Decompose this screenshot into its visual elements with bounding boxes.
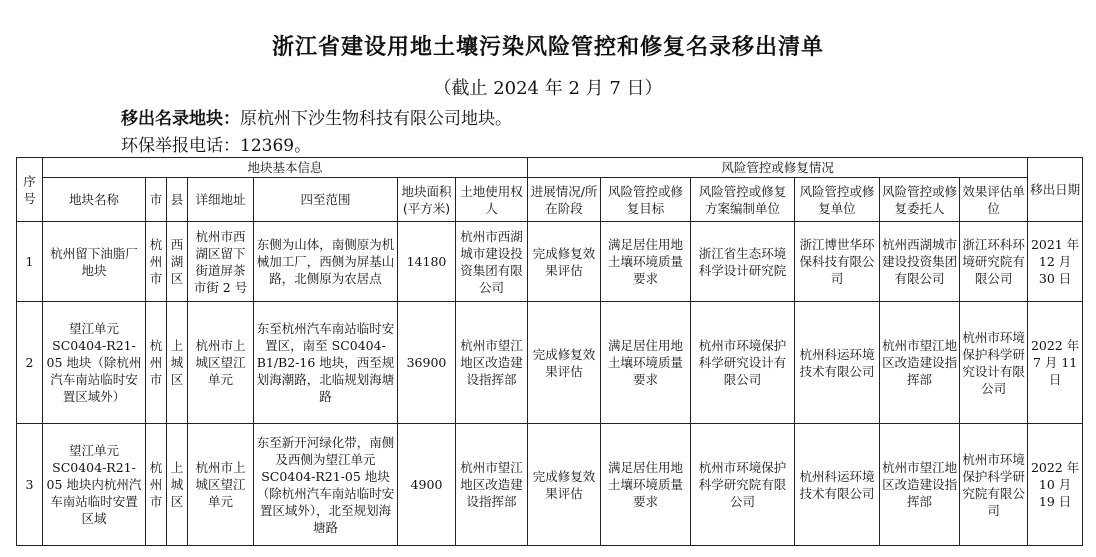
document-subtitle: （截止 2024 年 2 月 7 日） — [433, 78, 663, 99]
header-plan-unit: 风险管控或修复方案编制单位 — [691, 178, 795, 222]
removal-list-table — [16, 157, 1083, 546]
header-target: 风险管控或修复目标 — [601, 178, 691, 222]
removed-parcel-value: 原杭州下沙生物科技有限公司地块。 — [240, 109, 512, 129]
row-owner: 杭州市望江地区改造建设指挥部 — [456, 424, 528, 546]
table-row — [17, 424, 1083, 546]
row-county: 上城区 — [167, 424, 188, 546]
row-seq: 1 — [17, 222, 43, 302]
header-city: 市 — [146, 178, 167, 222]
header-removal-date: 移出日期 — [1028, 158, 1083, 222]
row-city: 杭州市 — [146, 222, 167, 302]
header-repair-unit: 风险管控或修复单位 — [795, 178, 880, 222]
row-target: 满足居住用地土壤环境质量要求 — [601, 424, 691, 546]
table-row — [17, 222, 1083, 302]
header-entrust: 风险管控或修复委托人 — [880, 178, 960, 222]
header-address: 详细地址 — [188, 178, 254, 222]
removed-parcel-label: 移出名录地块： — [121, 109, 240, 129]
row-target: 满足居住用地土壤环境质量要求 — [601, 302, 691, 424]
row-owner: 杭州市西湖城市建设投资集团有限公司 — [456, 222, 528, 302]
row-removal-date: 2022 年 10 月 19 日 — [1028, 424, 1083, 546]
document-title: 浙江省建设用地土壤污染风险管控和修复名录移出清单 — [271, 35, 824, 60]
row-plan-unit: 浙江省生态环境科学设计研究院 — [691, 222, 795, 302]
header-owner: 土地使用权人 — [456, 178, 528, 222]
hotline-value: 12369。 — [240, 136, 312, 156]
row-plan-unit: 杭州市环境保护科学研究设计有限公司 — [691, 302, 795, 424]
table-row — [17, 302, 1083, 424]
row-entrust: 杭州市望江地区改造建设指挥部 — [880, 302, 960, 424]
row-address: 杭州市西湖区留下街道屏茶市街 2 号 — [188, 222, 254, 302]
row-progress: 完成修复效果评估 — [528, 302, 601, 424]
row-entrust: 杭州西湖城市建设投资集团有限公司 — [880, 222, 960, 302]
row-name: 望江单元 SC0404-R21-05 地块（除杭州汽车南站临时安置区域外） — [43, 302, 146, 424]
hotline-line — [121, 131, 311, 156]
row-repair-unit: 杭州科运环境技术有限公司 — [795, 302, 880, 424]
row-name: 望江单元 SC0404-R21-05 地块内杭州汽车南站临时安置区域 — [43, 424, 146, 546]
hotline-label: 环保举报电话： — [121, 136, 240, 156]
row-county: 西湖区 — [167, 222, 188, 302]
header-progress: 进展情况/所在阶段 — [528, 178, 601, 222]
row-area: 4900 — [398, 424, 456, 546]
row-boundary: 东至杭州汽车南站临时安置区，南至 SC0404-B1/B2-16 地块，西至规划海潮路，北临规划海塘路 — [254, 302, 398, 424]
row-seq: 3 — [17, 424, 43, 546]
row-eval-unit: 杭州市环境保护科学研究设计有限公司 — [960, 302, 1028, 424]
row-name: 杭州留下油脂厂地块 — [43, 222, 146, 302]
header-group-basic: 地块基本信息 — [43, 158, 528, 178]
row-plan-unit: 杭州市环境保护科学研究院有限公司 — [691, 424, 795, 546]
row-entrust: 杭州市望江地区改造建设指挥部 — [880, 424, 960, 546]
row-seq: 2 — [17, 302, 43, 424]
row-repair-unit: 浙江博世华环保科技有限公司 — [795, 222, 880, 302]
header-seq: 序号 — [17, 158, 43, 222]
header-eval-unit: 效果评估单位 — [960, 178, 1028, 222]
row-removal-date: 2022 年 7 月 11 日 — [1028, 302, 1083, 424]
row-county: 上城区 — [167, 302, 188, 424]
row-owner: 杭州市望江地区改造建设指挥部 — [456, 302, 528, 424]
row-area: 36900 — [398, 302, 456, 424]
row-city: 杭州市 — [146, 302, 167, 424]
row-boundary: 东至新开河绿化带，南侧及西侧为望江单元 SC0404-R21-05 地块（除杭州汽车南站临时安置区域外），北至规划海塘路 — [254, 424, 398, 546]
removed-parcel-line — [121, 104, 512, 129]
row-repair-unit: 杭州科运环境技术有限公司 — [795, 424, 880, 546]
header-county: 县 — [167, 178, 188, 222]
row-progress: 完成修复效果评估 — [528, 424, 601, 546]
row-eval-unit: 浙江环科环境研究院有限公司 — [960, 222, 1028, 302]
row-address: 杭州市上城区望江单元 — [188, 424, 254, 546]
header-boundary: 四至范围 — [254, 178, 398, 222]
row-address: 杭州市上城区望江单元 — [188, 302, 254, 424]
header-area: 地块面积(平方米) — [398, 178, 456, 222]
row-target: 满足居住用地土壤环境质量要求 — [601, 222, 691, 302]
row-removal-date: 2021 年 12 月 30 日 — [1028, 222, 1083, 302]
row-boundary: 东侧为山体，南侧原为机械加工厂，西侧为屏基山路，北侧原为农居点 — [254, 222, 398, 302]
header-name: 地块名称 — [43, 178, 146, 222]
row-progress: 完成修复效果评估 — [528, 222, 601, 302]
header-group-risk: 风险管控或修复情况 — [528, 158, 1028, 178]
row-eval-unit: 杭州市环境保护科学研究院有限公司 — [960, 424, 1028, 546]
row-area: 14180 — [398, 222, 456, 302]
row-city: 杭州市 — [146, 424, 167, 546]
